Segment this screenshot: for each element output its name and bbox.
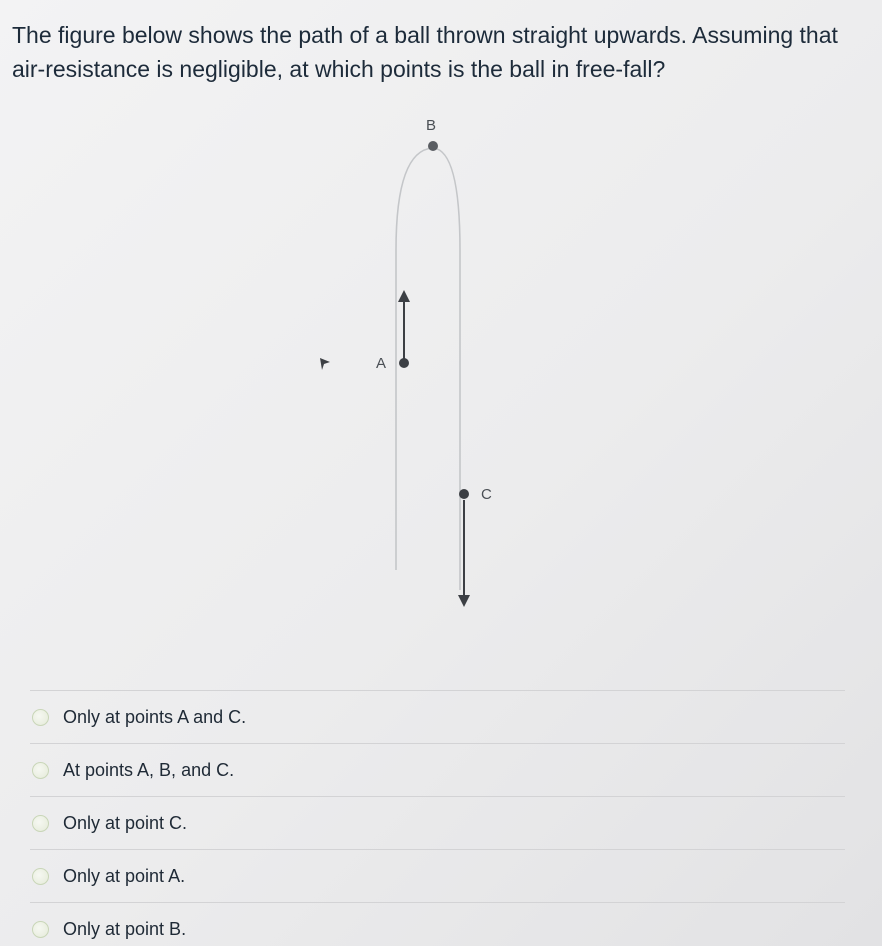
option-a-only[interactable]	[30, 849, 845, 902]
option-label: Only at point B.	[63, 918, 187, 939]
option-label: Only at point C.	[63, 812, 188, 833]
question-text	[12, 18, 872, 86]
radio-button-icon[interactable]	[32, 815, 49, 832]
question-line-2: air-resistance is negligible, at which points is the ball in free-fall?	[12, 56, 666, 82]
answer-options	[30, 690, 845, 946]
option-c-only[interactable]	[30, 796, 845, 849]
point-a-dot	[399, 358, 409, 368]
question-line-1: The figure below shows the path of a ball thrown straight upwards. Assuming that	[12, 22, 838, 48]
ball-path-figure	[0, 100, 882, 660]
point-b-label: B	[426, 117, 437, 134]
option-a-and-c[interactable]	[30, 690, 845, 743]
trajectory-path	[396, 148, 460, 590]
option-b-only[interactable]	[30, 902, 845, 946]
radio-button-icon[interactable]	[32, 762, 49, 779]
point-c-label: C	[481, 486, 492, 503]
point-a-label: A	[376, 355, 387, 372]
arrowhead-up	[398, 290, 410, 302]
radio-button-icon[interactable]	[32, 868, 49, 885]
option-label: Only at point A.	[63, 865, 186, 886]
radio-button-icon[interactable]	[32, 709, 49, 726]
option-label: At points A, B, and C.	[63, 759, 235, 780]
point-c-dot	[459, 489, 469, 499]
mouse-cursor-icon	[320, 358, 330, 370]
point-b-dot	[428, 141, 438, 151]
option-a-b-and-c[interactable]	[30, 743, 845, 796]
ball-path-diagram	[0, 100, 882, 660]
arrowhead-down	[458, 595, 470, 607]
option-label: Only at points A and C.	[63, 706, 247, 727]
radio-button-icon[interactable]	[32, 921, 49, 938]
